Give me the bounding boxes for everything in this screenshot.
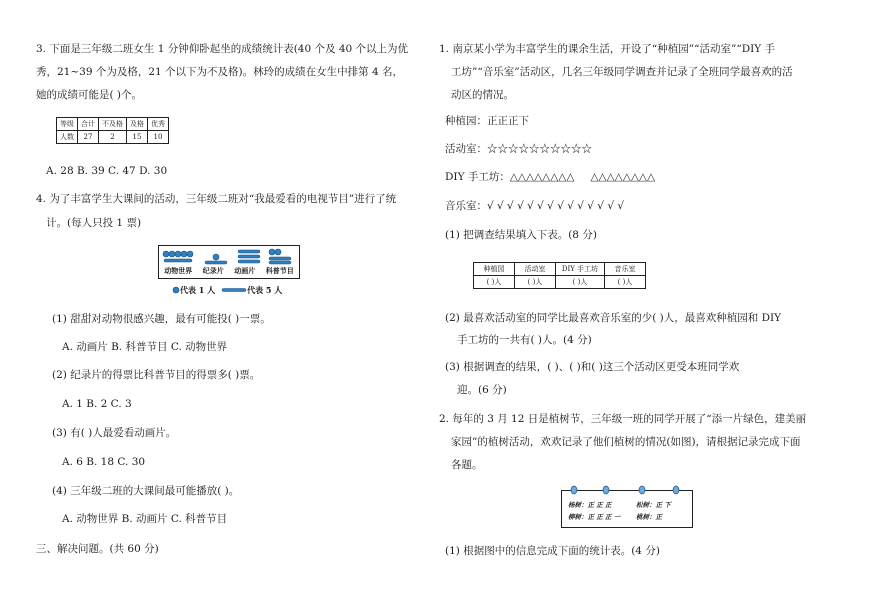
peach-record: 桃树：正 — [636, 513, 662, 521]
planting-marks: 正正正下 — [487, 115, 529, 127]
q4-sub3-options: A. 6 B. 18 C. 30 — [62, 456, 146, 468]
planting-tally — [445, 114, 529, 128]
q3-header-cell: 不及格 — [99, 118, 127, 131]
result-header-cell: 活动室 — [515, 263, 556, 276]
r-q2-line1: 2. 每年的 3 月 12 日是植树节，三年级一班的同学开展了“添一片绿色，建美丽 — [439, 413, 807, 425]
music-label: 音乐室： — [445, 200, 487, 212]
category-label: 纪录片 — [202, 266, 224, 275]
planting-label: 种植园： — [445, 115, 487, 127]
r-q1-sub1: (1) 把调查结果填入下表。(8 分) — [445, 229, 597, 241]
music-tally — [445, 199, 624, 213]
diy-label: DIY 手工坊： — [445, 171, 510, 183]
q3-row-cell: 人数 — [57, 131, 78, 144]
q4-sub2: (2) 纪录片的得票比科普节目的得票多( )票。 — [52, 369, 261, 381]
result-header-cell: DIY 手工坊 — [556, 263, 605, 276]
q4-sub4: (4) 三年级二班的大课间最可能播放( )。 — [52, 485, 240, 497]
activity-tally — [445, 142, 592, 156]
category-label: 动物世界 — [164, 266, 193, 275]
q3-options: A. 28 B. 39 C. 47 D. 30 — [46, 165, 168, 177]
q4-sub4-options: A. 动物世界 B. 动画片 C. 科普节目 — [62, 513, 228, 525]
pictograph-legend — [172, 283, 282, 297]
q3-row-cell: 27 — [78, 131, 99, 144]
r-q2-line2: 家园”的植树活动，欢欢记录了他们植树的情况(如图)，请根据记录完成下面 — [451, 436, 801, 448]
q4-line2: 计。(每人只投 1 票) — [46, 217, 142, 229]
r-q1-sub3a: (3) 根据调查的结果，( )、( )和( )这三个活动区更受本班同学欢 — [445, 361, 740, 373]
q4-sub2-options: A. 1 B. 2 C. 3 — [62, 398, 132, 410]
activity-marks: ☆☆☆☆☆☆☆☆☆☆ — [487, 143, 592, 155]
q3-header-cell: 合计 — [78, 118, 99, 131]
result-answer-cell[interactable]: ( )人 — [605, 276, 646, 289]
q3-line1: 3. 下面是三年级二班女生 1 分钟仰卧起坐的成绩统计表(40 个及 40 个以上为优 — [36, 43, 409, 55]
legend-one: 代表 1 人 — [180, 285, 216, 295]
poplar-record: 杨树：正 正 正 — [568, 501, 612, 509]
r-q1-line2: 工坊”“音乐室”活动区，几名三年级同学调查并记录了全班同学最喜欢的活 — [451, 66, 793, 78]
q3-row-cell: 15 — [127, 131, 148, 144]
r-q2-sub1: (1) 根据图中的信息完成下面的统计表。(4 分) — [445, 545, 660, 557]
q3-score-table — [56, 117, 169, 144]
tree-record-card — [561, 490, 693, 528]
card-ring-binders — [562, 485, 692, 497]
legend-five: 代表 5 人 — [247, 285, 283, 295]
result-answer-cell[interactable]: ( )人 — [515, 276, 556, 289]
activity-result-table — [473, 262, 646, 289]
q3-row-cell: 2 — [99, 131, 127, 144]
music-marks: √ √ √ √ √ √ √ √ √ √ √ √ √ √ — [487, 200, 625, 212]
diy-marks-group-b: △△△△△△△△ — [590, 171, 656, 183]
q3-line3: 她的成绩可能是( )个。 — [36, 89, 143, 101]
pine-record: 松树：正 下 — [636, 501, 671, 509]
cartoon-votes — [238, 250, 260, 263]
result-answer-cell[interactable]: ( )人 — [474, 276, 515, 289]
animal-world-votes — [163, 251, 193, 262]
q4-sub1: (1) 甜甜对动物很感兴趣，最有可能投( )一票。 — [52, 313, 271, 325]
r-q1-sub2b: 手工坊的一共有( )人。(4 分) — [457, 334, 592, 346]
q3-line2: 秀，21~39 个为及格，21 个以下为不及格)。林玲的成绩在女生中排第 4 名， — [36, 66, 404, 78]
q4-sub3: (3) 有( )人最爱看动画片。 — [52, 427, 177, 439]
q4-line1: 4. 为了丰富学生大课间的活动，三年级二班对“我最爱看的电视节目”进行了统 — [36, 193, 397, 205]
result-answer-cell[interactable]: ( )人 — [556, 276, 605, 289]
section-3-heading: 三、解决问题。(共 60 分) — [36, 543, 159, 555]
q3-header-cell: 及格 — [127, 118, 148, 131]
documentary-votes — [205, 254, 227, 264]
result-header-cell: 种植园 — [474, 263, 515, 276]
pictograph-symbols — [159, 246, 299, 268]
r-q2-line3: 各题。 — [451, 459, 483, 471]
activity-label: 活动室： — [445, 143, 487, 155]
record-row-1 — [568, 500, 671, 509]
q3-header-cell: 优秀 — [148, 118, 169, 131]
category-label: 科普节目 — [265, 266, 294, 275]
five-person-bar-icon — [221, 286, 247, 294]
q4-sub1-options: A. 动画片 B. 科普节目 C. 动物世界 — [62, 341, 228, 353]
tv-vote-pictograph — [158, 245, 300, 279]
diy-tally — [445, 170, 655, 184]
diy-marks-group-a: △△△△△△△△ — [509, 171, 575, 183]
willow-record: 柳树：正 正 正 一 — [568, 513, 621, 521]
record-row-2 — [568, 512, 662, 521]
r-q1-sub2a: (2) 最喜欢活动室的同学比最喜欢音乐室的少( )人，最喜欢种植园和 DIY — [445, 312, 782, 324]
category-label: 动画片 — [234, 266, 256, 275]
r-q1-sub3b: 迎。(6 分) — [457, 384, 507, 396]
q3-header-cell: 等级 — [57, 118, 78, 131]
result-header-cell: 音乐室 — [605, 263, 646, 276]
science-votes — [269, 249, 291, 264]
q3-row-cell: 10 — [148, 131, 169, 144]
r-q1-line3: 动区的情况。 — [451, 89, 514, 101]
one-person-circle-icon — [172, 286, 180, 294]
pictograph-category-labels — [159, 266, 299, 276]
r-q1-line1: 1. 南京某小学为丰富学生的课余生活，开设了“种植园”“活动室”“DIY 手 — [439, 43, 776, 55]
